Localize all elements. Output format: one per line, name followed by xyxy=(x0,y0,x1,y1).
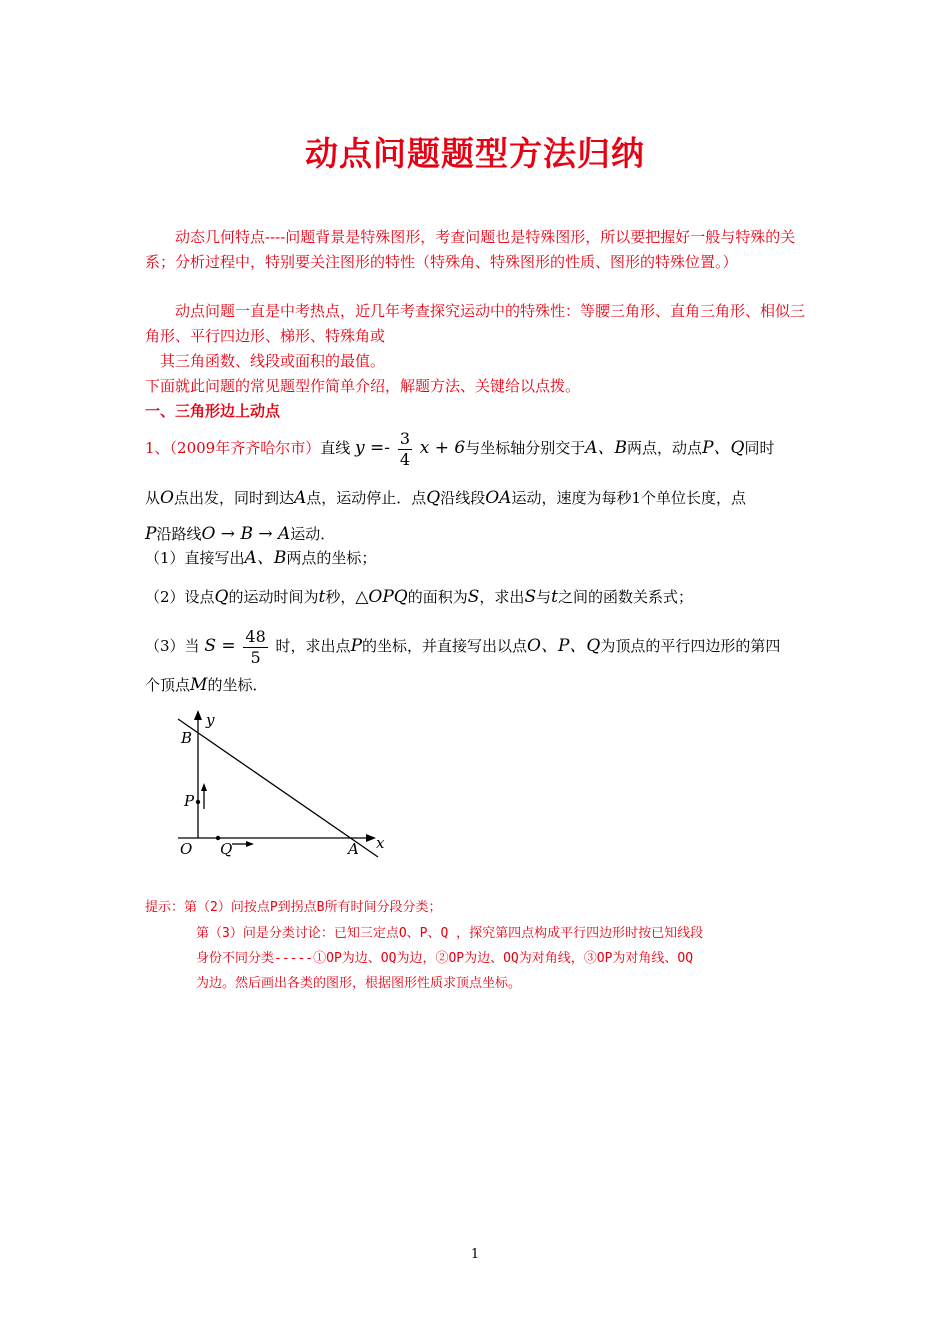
math-O: O xyxy=(160,488,174,508)
math-triangle-OPQ: △OPQ xyxy=(355,587,408,607)
math-S: S xyxy=(467,587,480,607)
text: 的坐标． xyxy=(207,676,268,694)
hint-line-2: 第（3）问是分类讨论：已知三定点O、P、Q ，探究第四点构成平行四边形时按已知线段 xyxy=(196,926,704,941)
math-A: A xyxy=(293,488,307,508)
math-S-equals: S = xyxy=(204,636,236,656)
problem-number: 1、 xyxy=(145,439,170,457)
line-AB xyxy=(178,719,378,857)
text: 沿路线 xyxy=(156,525,202,543)
p-arrow-head xyxy=(201,783,207,791)
text: 秒， xyxy=(325,588,356,606)
problem-line-3 xyxy=(145,522,335,547)
page-title: 动点问题题型方法归纳 xyxy=(305,134,645,173)
intro-paragraph-1: 动态几何特点----问题背景是特殊图形，考查问题也是特殊图形，所以要把握好一般与特殊的关系；分析过程中，特别要关注图形的特性（特殊角、特殊图形的性质、图形的特殊位置。） xyxy=(145,228,796,271)
text: 两点的坐标； xyxy=(286,549,377,567)
text: 点出发，同时到达 xyxy=(173,489,294,507)
math-P: P xyxy=(350,636,363,656)
text: 点，运动停止．点 xyxy=(306,489,427,507)
text: 为顶点的平行四边形的第四 xyxy=(600,637,781,655)
equation-lhs: y =- xyxy=(355,438,391,458)
text: 同时 xyxy=(744,439,775,457)
x-axis-arrow xyxy=(366,834,376,842)
text: 的运动时间为 xyxy=(228,588,319,606)
math-OA: OA xyxy=(485,488,512,508)
text: 运动，速度为每秒1个单位长度，点 xyxy=(511,489,746,507)
label-B: B xyxy=(181,729,193,747)
problem-line-1 xyxy=(145,428,774,470)
text: 的面积为 xyxy=(407,588,468,606)
fraction-denominator: 5 xyxy=(250,647,261,667)
text: 运动． xyxy=(290,525,336,543)
problem-source: （2009年齐齐哈尔市） xyxy=(169,439,321,457)
fraction-numerator: 3 xyxy=(399,428,410,448)
text: 与坐标轴分别交于 xyxy=(465,439,586,457)
math-Q: Q xyxy=(214,587,229,607)
question-1 xyxy=(145,546,376,571)
text: 直线 xyxy=(320,439,351,457)
math-OPQ: O、P、Q xyxy=(527,636,601,656)
label-Q: Q xyxy=(220,840,233,858)
route: O → B → A xyxy=(201,524,291,544)
fraction-numerator: 48 xyxy=(245,626,266,646)
math-t: t xyxy=(318,587,326,607)
question-3-cont xyxy=(145,673,267,698)
label-A: A xyxy=(348,840,359,858)
text: 时，求出点 xyxy=(275,637,351,655)
math-M: M xyxy=(190,675,208,695)
label-P: P xyxy=(184,792,195,810)
intro-paragraph-3: 其三角函数、线段或面积的最值。 xyxy=(160,352,386,370)
fraction-48-5 xyxy=(243,627,267,668)
label-O: O xyxy=(180,840,193,858)
section-heading: 一、三角形边上动点 xyxy=(145,402,281,420)
fraction-denominator: 4 xyxy=(399,449,410,469)
point-P xyxy=(196,800,200,804)
y-axis-arrow xyxy=(194,710,202,720)
text: （2）设点 xyxy=(145,588,215,606)
text: ，求出 xyxy=(479,588,525,606)
hint-line-1: 提示：第（2）问按点P到拐点B所有时间分段分类； xyxy=(145,900,442,915)
label-x: x xyxy=(376,834,385,852)
math-P: P xyxy=(145,524,157,544)
equation-rhs: x + 6 xyxy=(419,438,466,458)
math-PQ: P、Q xyxy=(702,438,745,458)
math-AB: A、B xyxy=(244,548,287,568)
math-Q: Q xyxy=(426,488,441,508)
text: 之间的函数关系式； xyxy=(557,588,693,606)
fraction-3-4 xyxy=(398,429,412,470)
text: （1）直接写出 xyxy=(145,549,245,567)
math-AB: A、B xyxy=(585,438,628,458)
math-S: S xyxy=(524,587,537,607)
intro-paragraph-4: 下面就此问题的常见题型作简单介绍，解题方法、关键给以点拨。 xyxy=(145,377,581,395)
text: （3）当 xyxy=(145,637,200,655)
text: 的坐标，并直接写出以点 xyxy=(362,637,528,655)
coordinate-figure xyxy=(170,705,400,865)
question-3 xyxy=(145,624,780,668)
page-number: 1 xyxy=(470,1247,480,1262)
text: 个顶点 xyxy=(145,676,191,694)
math-t: t xyxy=(551,587,558,607)
text: 沿线段 xyxy=(440,489,486,507)
hint-line-3: 身份不同分类-----①OP为边、OQ为边，②OP为边、OQ为对角线，③OP为对角线、OQ xyxy=(196,951,694,966)
q-arrow-head xyxy=(246,841,254,847)
text: 两点，动点 xyxy=(627,439,703,457)
text: 与 xyxy=(536,588,552,606)
text: 从 xyxy=(145,489,161,507)
label-y: y xyxy=(206,711,215,729)
intro-paragraph-2: 动点问题一直是中考热点，近几年考查探究运动中的特殊性：等腰三角形、直角三角形、相似三角形、平行四边形、梯形、特殊角或 xyxy=(145,302,806,345)
hint-line-4: 为边。然后画出各类的图形，根据图形性质求顶点坐标。 xyxy=(196,976,522,991)
question-2 xyxy=(145,585,693,610)
problem-line-2 xyxy=(145,486,746,511)
